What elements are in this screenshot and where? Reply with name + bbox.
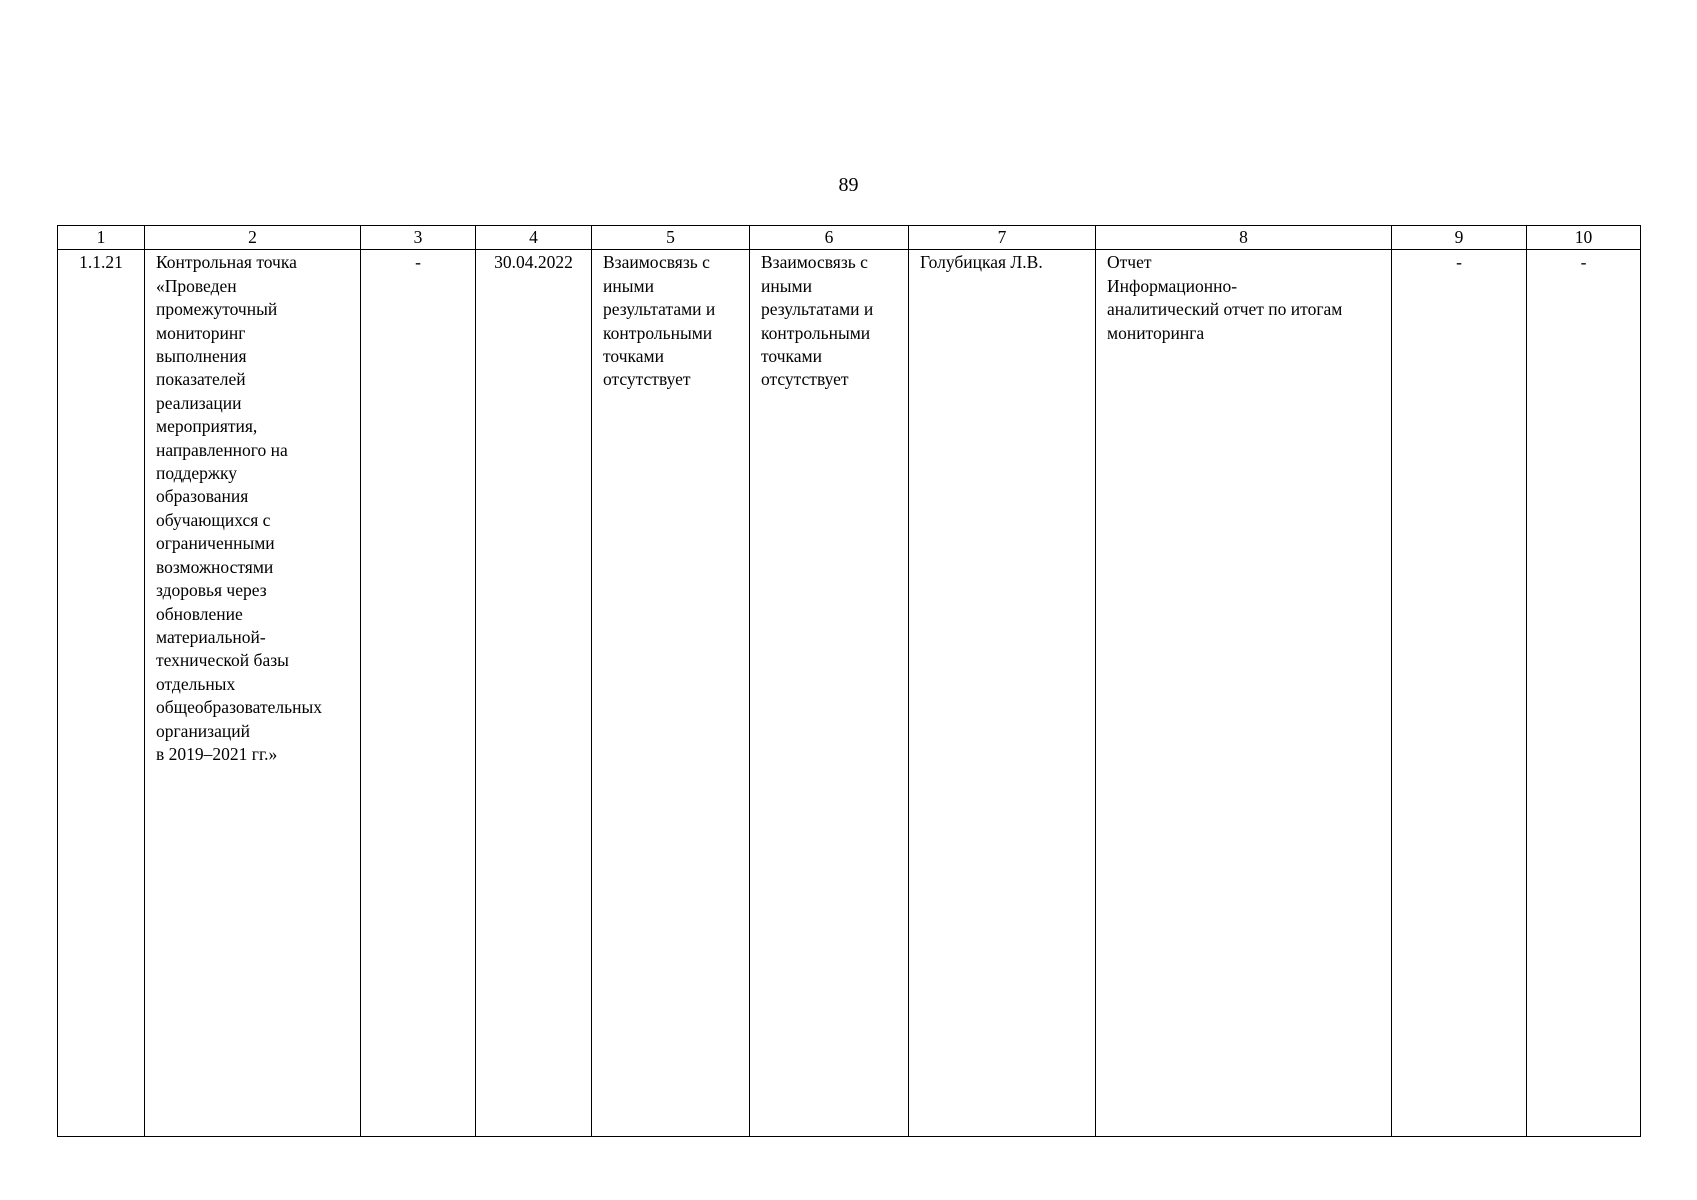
cell-col10	[1527, 250, 1641, 1137]
table-header	[58, 226, 1641, 250]
header-col-9: 9	[1392, 226, 1527, 250]
cell-name	[145, 250, 361, 1137]
control-point-table	[57, 225, 1641, 1137]
header-col-8: 8	[1096, 226, 1392, 250]
cell-responsible	[909, 250, 1096, 1137]
date-value: 30.04.2022	[494, 252, 573, 273]
control-point-name: Контрольная точка «Проведен промежуточный мониторинг выполнения показателей реализации мероприятия, направленного на поддержку образования обучающихся с ограниченными возможностями здоровья через обновление материальной- технической базы отдельных общеобразовательных организаций в 2019–2021 гг.»	[156, 252, 322, 764]
header-col-10: 10	[1527, 226, 1641, 250]
cell-relation-1	[592, 250, 750, 1137]
header-row	[58, 226, 1641, 250]
col3-value: -	[415, 252, 421, 273]
cell-col9	[1392, 250, 1527, 1137]
cell-id	[58, 250, 145, 1137]
responsible-person: Голубицкая Л.В.	[920, 252, 1043, 273]
relation-2-text: Взаимосвязь с иными результатами и контрольными точками отсутствует	[761, 252, 874, 390]
cell-relation-2	[750, 250, 909, 1137]
table-row	[58, 250, 1641, 1137]
header-col-2: 2	[145, 226, 361, 250]
header-col-6: 6	[750, 226, 909, 250]
page-number: 89	[838, 174, 859, 196]
row-id: 1.1.21	[79, 252, 123, 273]
cell-col3	[361, 250, 476, 1137]
col10-value: -	[1580, 252, 1587, 273]
header-col-4: 4	[476, 226, 592, 250]
header-col-3: 3	[361, 226, 476, 250]
header-col-5: 5	[592, 226, 750, 250]
cell-document	[1096, 250, 1392, 1137]
header-col-1: 1	[58, 226, 145, 250]
cell-date	[476, 250, 592, 1137]
header-col-7: 7	[909, 226, 1096, 250]
col9-value: -	[1456, 252, 1462, 273]
document-type: Отчет Информационно- аналитический отчет по итогам мониторинга	[1107, 252, 1343, 343]
relation-1-text: Взаимосвязь с иными результатами и контрольными точками отсутствует	[603, 252, 716, 390]
table-body	[58, 250, 1641, 1137]
